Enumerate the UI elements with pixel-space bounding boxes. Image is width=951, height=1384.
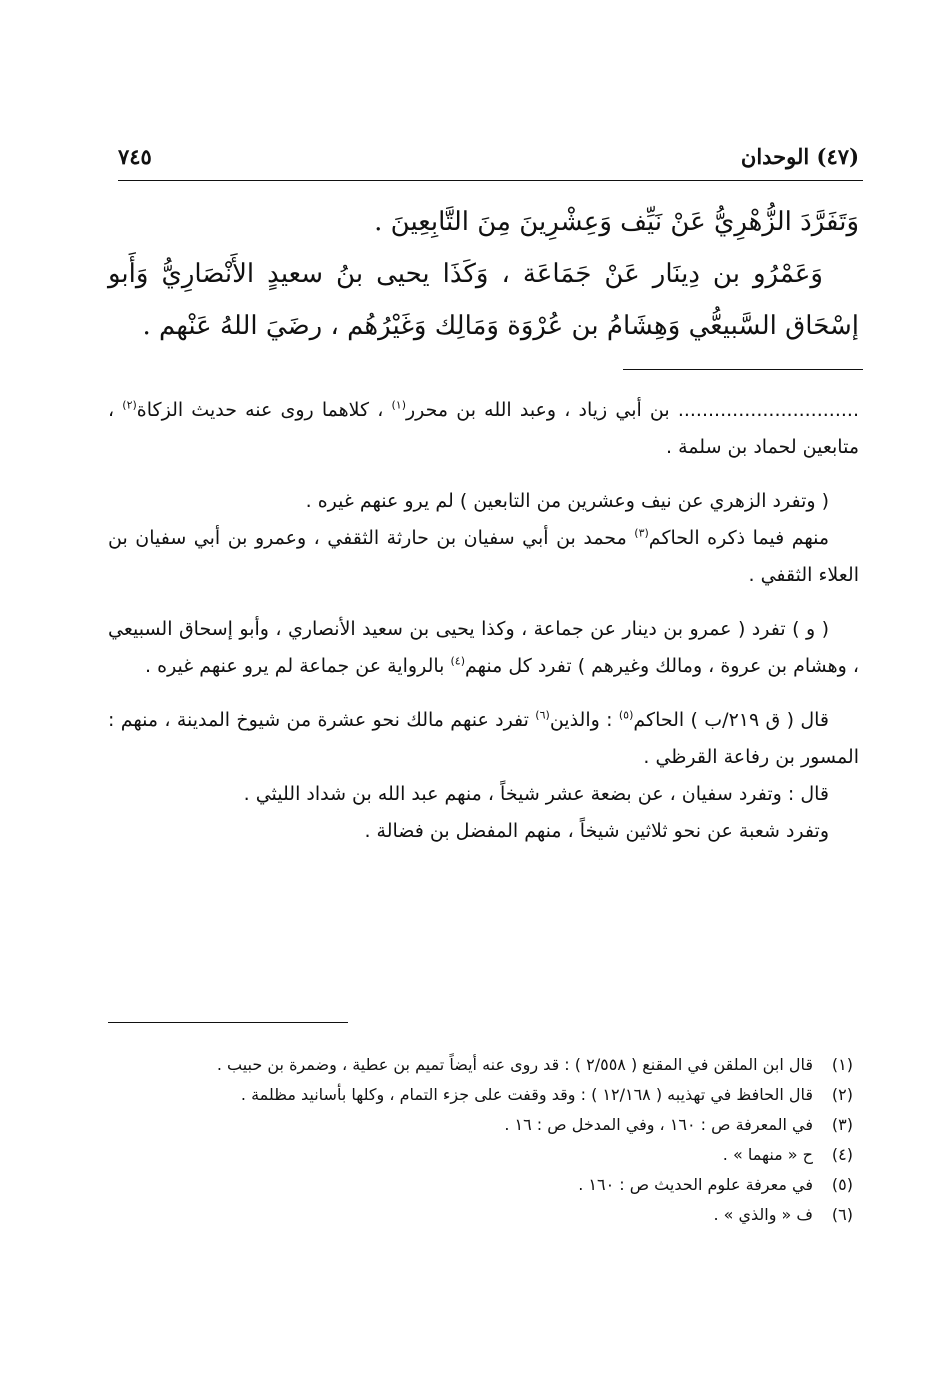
commentary-paragraph-2: ( وتفرد الزهري عن نيف وعشرين من التابعين ) لم يرو عنهم غيره .	[305, 490, 829, 512]
footnote-ref-3: (٣)	[634, 526, 649, 540]
header-rule	[118, 180, 863, 181]
footnote-ref-6: (٦)	[535, 708, 550, 722]
matn-line-1: وَتَفَرَّدَ الزُّهْرِيُّ عَنْ نَيِّف وَعِشْرِينَ مِنَ التَّابِعِينَ .	[374, 207, 859, 237]
text-span: ، متابعين لحماد بن سلمة .	[108, 399, 859, 458]
text-span: ، كلاهما روى عنه حديث الزكاة	[136, 399, 392, 421]
footnote-4	[108, 1140, 853, 1170]
matn-separator-rule	[623, 369, 863, 370]
book-page	[108, 0, 863, 1384]
footnote-number: (٥)	[831, 1175, 853, 1194]
footnote-ref-2: (٢)	[122, 398, 137, 412]
text-span: تفرد عنهم مالك نحو عشرة من شيوخ المدينة ، منهم : المسور بن رفاعة القرظي .	[108, 709, 859, 768]
footnote-ref-1: (١)	[391, 398, 406, 412]
footnote-text: قال ابن الملقن في المقنع ( ٢/٥٥٨ ) : قد روى عنه أيضاً تميم بن عطية ، وضمرة بن حبيب .	[216, 1055, 813, 1074]
footnote-6	[108, 1200, 853, 1230]
continuation-dots: ..............................	[677, 399, 859, 421]
footnote-3	[108, 1110, 853, 1140]
footnote-text: ح « منهما » .	[722, 1145, 813, 1164]
commentary-paragraph-1	[108, 392, 859, 466]
text-span: : والذين	[549, 709, 619, 731]
footnote-number: (٦)	[831, 1205, 853, 1224]
commentary-paragraph-3	[108, 520, 859, 594]
footnote-text: في معرفة علوم الحديث ص : ١٦٠ .	[578, 1175, 813, 1194]
text-span: محمد بن أبي سفيان بن حارثة الثقفي ، وعمرو بن أبي سفيان بن العلاء الثقفي .	[108, 527, 859, 586]
text-span: ( و ) تفرد ( عمرو بن دينار عن جماعة ، وكذا يحيى بن سعيد الأنصاري ، وأبو إسحاق السبيعي ، وهشام بن عروة ، ومالك وغيرهم ) تفرد كل منهم	[108, 618, 859, 677]
chapter-title: (٤٧) الوحدان	[740, 144, 859, 169]
text-span: قال ( ق ٢١٩/ب ) الحاكم	[633, 709, 830, 731]
commentary-paragraph-4	[108, 611, 859, 685]
footnote-separator-rule	[108, 1022, 348, 1023]
main-verse-text	[108, 196, 859, 352]
footnote-ref-5: (٥)	[618, 708, 634, 722]
footnote-2	[108, 1080, 853, 1110]
text-span: منهم فيما ذكره الحاكم	[648, 527, 830, 549]
text-span: بن أبي زياد ، وعبد الله بن محرر	[406, 399, 678, 421]
footnote-text: ف « والذي » .	[713, 1205, 813, 1224]
footnote-number: (٤)	[831, 1145, 853, 1164]
footnote-ref-4: (٤)	[450, 654, 465, 668]
footnotes	[108, 1050, 853, 1230]
text-span: بالرواية عن جماعة لم يرو عنهم غيره .	[145, 655, 451, 677]
footnote-text: في المعرفة ص : ١٦٠ ، وفي المدخل ص : ١٦ .	[504, 1115, 813, 1134]
footnote-number: (٢)	[831, 1085, 853, 1104]
footnote-5	[108, 1170, 853, 1200]
commentary-paragraph-6: قال : وتفرد سفيان ، عن بضعة عشر شيخاً ، منهم عبد الله بن شداد الليثي .	[243, 783, 829, 805]
footnote-text: قال الحافظ في تهذيبه ( ١٢/١٦٨ ) : وقد وقفت على جزء التمام ، وكلها بأسانيد مظلمة .	[240, 1085, 813, 1104]
footnote-number: (١)	[831, 1055, 853, 1074]
page-number: ٧٤٥	[118, 144, 152, 169]
commentary-paragraph-5	[108, 702, 859, 776]
matn-paragraph-2: وَعَمْرُو بن دِينَار عَنْ جَمَاعَة ، وَكَذَا يحيى بنُ سعيدٍ الأَنْصَارِيُّ وَأَبو إسْحَاق السَّبيعُّي وَهِشَامُ بن عُرْوَة وَمَالِك وَغَيْرُهُم ، رضَيَ اللهُ عَنْهم .	[108, 259, 859, 341]
running-header	[108, 144, 863, 178]
commentary-paragraph-7: وتفرد شعبة عن نحو ثلاثين شيخاً ، منهم المفضل بن فضالة .	[364, 820, 829, 842]
footnote-1	[108, 1050, 853, 1080]
footnote-number: (٣)	[831, 1115, 853, 1134]
commentary-text	[108, 392, 859, 850]
